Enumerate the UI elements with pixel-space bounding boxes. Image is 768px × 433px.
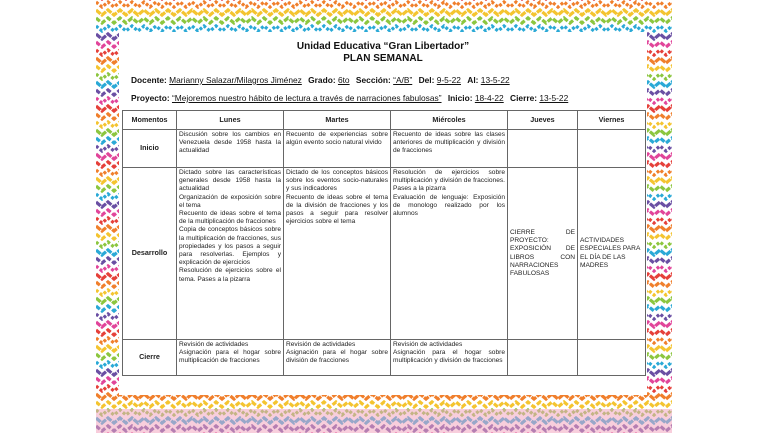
inicio-value: 18-4-22 xyxy=(474,93,504,103)
teacher-line xyxy=(131,75,510,85)
table-header-row xyxy=(123,111,646,130)
weekly-plan-table xyxy=(122,110,646,376)
plan-sheet xyxy=(119,32,647,395)
table-row-cierre xyxy=(123,340,646,376)
docente-label: Docente: xyxy=(131,75,167,85)
header-momentos: Momentos xyxy=(123,111,177,130)
del-label: Del: xyxy=(418,75,435,85)
viernes-cell: ACTIVIDADES ESPECIALES PARA EL DÍA DE LAS MADRES xyxy=(578,168,646,340)
school-name: Unidad Educativa “Gran Libertador” xyxy=(296,41,470,52)
del-value: 9-5-22 xyxy=(436,75,461,85)
document-title: PLAN SEMANAL xyxy=(343,53,423,64)
header-miercoles: Miércoles xyxy=(391,111,508,130)
table-row-inicio xyxy=(123,130,646,168)
jueves-cell xyxy=(508,130,578,168)
grado-label: Grado: xyxy=(308,75,336,85)
grado-value: 6to xyxy=(337,75,350,85)
lunes-cell: Dictado sobre las características generales desde 1958 hasta la actualidad Organización de exposición sobre el tema Recuento de ideas sobre el tema de la multiplicación de fracciones Copia de conceptos básicos sobre la multiplicación de fracciones, sus propiedades y los pasos a seguir para resolverlas. Ejemplos y explicación de ejercicios Resolución de ejercicios sobre el tema. Pases a la pizarra xyxy=(177,168,284,340)
seccion-value: “A/B” xyxy=(393,75,413,85)
viernes-cell xyxy=(578,340,646,376)
bottom-band xyxy=(96,409,672,433)
inicio-label: Inicio: xyxy=(447,93,473,103)
cierre-value: 13-5-22 xyxy=(539,93,569,103)
proyecto-value: “Mejoremos nuestro hábito de lectura a través de narraciones fabulosas” xyxy=(171,93,442,103)
miercoles-cell: Resolución de ejercicios sobre multiplicación y división de fracciones. Pases a la pizarra Evaluación de lenguaje: Exposición de monologo realizado por los alumnos xyxy=(391,168,508,340)
martes-cell: Dictado de los conceptos básicos sobre los eventos socio-naturales y sus indicadores Recuento de ideas sobre el tema de la división de fracciones y los pasos a seguir para resolver ejercicios sobre el tema xyxy=(284,168,391,340)
header-jueves: Jueves xyxy=(508,111,578,130)
al-label: Al: xyxy=(467,75,479,85)
header-viernes: Viernes xyxy=(578,111,646,130)
miercoles-cell: Revisión de actividades Asignación para el hogar sobre multiplicación y división de fracciones xyxy=(391,340,508,376)
seccion-label: Sección: xyxy=(355,75,391,85)
momento-cell: Cierre xyxy=(123,340,177,376)
martes-cell: Recuento de experiencias sobre algún evento socio natural vivido xyxy=(284,130,391,168)
momento-cell: Desarrollo xyxy=(123,168,177,340)
proyecto-label: Proyecto: xyxy=(131,93,170,103)
jueves-cell xyxy=(508,340,578,376)
cierre-label: Cierre: xyxy=(510,93,538,103)
momento-cell: Inicio xyxy=(123,130,177,168)
al-value: 13-5-22 xyxy=(480,75,510,85)
project-line xyxy=(131,93,568,103)
miercoles-cell: Recuento de ideas sobre las clases anteriores de multiplicación y división de fracciones xyxy=(391,130,508,168)
header-lunes: Lunes xyxy=(177,111,284,130)
martes-cell: Revisión de actividades Asignación para el hogar sobre división de fracciones xyxy=(284,340,391,376)
jueves-cell: CIERRE DE PROYECTO: EXPOSICIÓN DE LIBROS CON NARRACIONES FABULOSAS xyxy=(508,168,578,340)
lunes-cell: Revisión de actividades Asignación para el hogar sobre multiplicación de fracciones xyxy=(177,340,284,376)
docente-value: Marianny Salazar/Milagros Jiménez xyxy=(169,75,302,85)
header-martes: Martes xyxy=(284,111,391,130)
viernes-cell xyxy=(578,130,646,168)
lunes-cell: Discusión sobre los cambios en Venezuela desde 1958 hasta la actualidad xyxy=(177,130,284,168)
table-row-desarrollo xyxy=(123,168,646,340)
